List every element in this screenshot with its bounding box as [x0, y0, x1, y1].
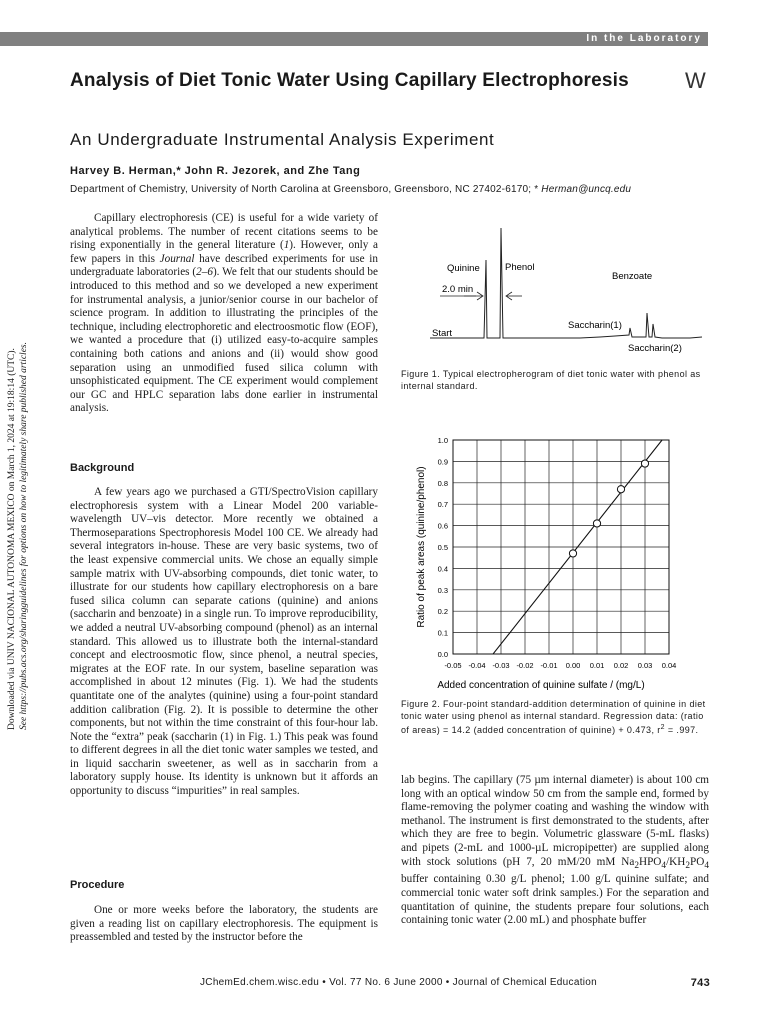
procedure-paragraph: [70, 904, 378, 945]
download-notice: [6, 0, 46, 730]
download-notice-line2: [18, 0, 30, 730]
section-label: In the Laboratory: [586, 33, 702, 44]
x-tick-label: -0.01: [540, 661, 558, 670]
ref-1: 1: [283, 239, 290, 252]
background-text: A few years ago we purchased a GTI/SpectroVision capillary electrophoresis system with a Linear Model 200 variable-wavelength UV–vis detector. More recently we obtained a Thermoseparations Spectrophoresis Model 100 CE. We already had several integrators in-house. These are very basic systems, two of the least expensive commercial units. We chose an equally simple sample matrix with UV-absorbing compounds, diet tonic water, to illustrate for our students how capillary electrophoresis on a bare fused silica column can separate cations (quinine) and anions (saccharin and benzoate) in a single run. To improve reproducibility, we added a neutral UV-absorbing compound (phenol) as an internal standard. This allowed us to illustrate both the internal-standard concept and electroosmotic flow, since phenol, a neutral species, migrates at the EOF rate. In our system, baseline separation was accomplished in about 12 minutes (Fig. 1). We had the students quantitate one of the analytes (quinine) using a four-point standard addition calibration (Fig. 2). It is possible to determine the other components, but not within the time constraint of this four-hour lab. Note the “extra” peak (saccharin (1) in Fig. 1.) This peak was found to different degrees in all the diet tonic water samples we tested, and in liquid saccharin sweetener, as well as in saccharin from a laboratory supply house. Its identity is unknown but it affords an opportunity to discuss “impurities” in real samples.: [70, 486, 378, 798]
web-material-mark: W: [685, 68, 706, 93]
x-tick-label: -0.04: [468, 661, 486, 670]
saccharin2-label: Saccharin(2): [628, 343, 682, 354]
electropherogram-trace: [430, 228, 702, 338]
author-list: Harvey B. Herman,* John R. Jezorek, and Zhe Tang: [70, 165, 361, 177]
x-tick-label: -0.03: [492, 661, 510, 670]
sub-3: 2: [685, 860, 691, 871]
intro-text-1: Capillary electrophoresis (CE) is useful for a wide variety of analytical problems. The number of recent citations seems to be rising exponentially in the general literature (: [70, 212, 378, 252]
y-tick-label: 0.8: [437, 478, 448, 488]
quinine-label: Quinine: [447, 263, 480, 274]
y-axis-label: Ratio of peak areas (quinine/phenol): [416, 466, 427, 628]
proc-cont-4: PO: [690, 855, 705, 868]
start-label: Start: [432, 328, 453, 339]
figure1-caption: Figure 1. Typical electropherogram of diet tonic water with phenol as internal standard.: [401, 369, 701, 391]
y-tick-label: 0.3: [437, 585, 448, 595]
x-tick-label: 0.00: [565, 661, 581, 670]
x-tick-label: 0.02: [613, 661, 629, 670]
affiliation-text: Department of Chemistry, University of North Carolina at Greensboro, Greensboro, NC 27402-6170; *: [70, 184, 542, 195]
y-tick-label: 1.0: [437, 436, 448, 445]
figure2-caption-text: Figure 2. Four-point standard-addition determination of quinine in diet tonic water using phenol as internal standard. Regression data: (ratio of areas) = 14.2 (added concentration of quinine) + 0.473, r: [401, 699, 706, 735]
chart-tick-labels: [438, 436, 677, 670]
section-band: [0, 32, 708, 46]
y-tick-label: 0.2: [437, 607, 448, 617]
footer-citation: JChemEd.chem.wisc.edu • Vol. 77 No. 6 June 2000 • Journal of Chemical Education: [200, 977, 598, 988]
sub-4: 4: [704, 860, 709, 871]
article-title: Analysis of Diet Tonic Water Using Capillary Electrophoresis: [70, 70, 629, 91]
download-notice-line1: Downloaded via UNIV NACIONAL AUTONOMA MEXICO on March 1, 2024 at 19:18:14 (UTC).: [7, 348, 17, 730]
procedure-heading: Procedure: [70, 879, 125, 891]
x-tick-label: -0.05: [444, 661, 462, 670]
saccharin1-label: Saccharin(1): [568, 320, 622, 331]
sharing-guidelines-link[interactable]: See https://pubs.acs.org/sharingguidelines for options on how to legitimately share published articles.: [19, 342, 29, 730]
journal-word: Journal: [159, 252, 195, 265]
proc-cont-2: HPO: [639, 855, 662, 868]
intro-text-2: ). However, only a few papers in this: [70, 239, 378, 265]
background-heading: Background: [70, 462, 135, 474]
data-point: [593, 520, 600, 527]
data-point: [617, 486, 624, 493]
procedure-text: One or more weeks before the laboratory, the students are given a reading list on capillary electrophoresis. The equipment is preassembled and tested by the instructor before the: [70, 904, 378, 944]
page-number: 743: [690, 977, 710, 989]
proc-cont-1: lab begins. The capillary (75 µm internal diameter) is about 100 cm long with an optical window 50 cm from the sample end, formed by flame-removing the polymer coating and washing the window with methanol. The instrument is first demonstrated to the students, after which they are free to begin. Volumetric glassware (5-mL flasks) and pipets (2-mL and 1000-µL micropipetter) are supplied along with stock solutions (pH 7, 20 mM/20 mM Na: [401, 774, 709, 868]
y-tick-label: 0.4: [437, 564, 448, 574]
page-footer: [200, 977, 710, 988]
affiliation: [70, 184, 710, 195]
y-tick-label: 0.5: [437, 543, 448, 552]
x-tick-label: -0.02: [516, 661, 534, 670]
standard-addition-chart: [400, 430, 712, 694]
x-tick-label: 0.04: [661, 661, 677, 670]
proc-cont-5: buffer containing 0.30 g/L phenol; 1.00 g/L quinine sulfate; and commercial tonic water soft drink samples.) For the separation and quantitation of quinine, the students prepare four solutions, each containing tonic water (2.00 mL) and phosphate buffer: [401, 873, 709, 927]
figure2-caption-sup: 2: [660, 724, 665, 731]
data-point: [569, 550, 576, 557]
x-tick-label: 0.03: [637, 661, 653, 670]
background-paragraph: [70, 486, 378, 799]
figure2-caption: [401, 698, 713, 736]
data-point: [641, 460, 648, 467]
sub-2: 4: [661, 860, 667, 871]
time-scale-label: 2.0 min: [442, 284, 474, 295]
article-subtitle: An Undergraduate Instrumental Analysis Experiment: [70, 130, 495, 149]
y-tick-label: 0.6: [437, 521, 448, 531]
x-axis-label: Added concentration of quinine sulfate / (mg/L): [437, 680, 645, 691]
electropherogram-figure: [400, 220, 712, 360]
intro-text-4: ). We felt that our students should be introduced to this method and so we developed a new experiment for instrumental analysis, a junior/senior course in our bachelor of science program. In addition to illustrating the principles of the technique, including electrophoretic and electroosmotic flow (EOF), we wanted a procedure that (i) utilized easy-to-acquire samples containing both cations and anions and (ii) would show good separation using an unmodified fused silica column with unsophisticated equipment. The CE experiment would complement our GC and HPLC separation labs done earlier in instrumental analysis.: [70, 266, 378, 415]
intro-paragraph: [70, 212, 378, 416]
phenol-label: Phenol: [505, 262, 535, 273]
y-tick-label: 0.1: [437, 628, 448, 638]
x-tick-label: 0.01: [589, 661, 605, 670]
benzoate-label: Benzoate: [612, 271, 653, 282]
proc-cont-3: /KH: [666, 855, 686, 868]
y-tick-label: 0.9: [437, 457, 448, 467]
sub-1: 2: [634, 860, 639, 871]
email-link[interactable]: Herman@uncq.edu: [541, 184, 632, 195]
y-tick-label: 0.0: [437, 650, 448, 659]
procedure-continued: [401, 774, 709, 928]
y-tick-label: 0.7: [437, 500, 448, 510]
figure2-caption-end: = .997.: [664, 725, 699, 735]
ref-2-6: 2–6: [196, 266, 213, 279]
intro-text-3: have described experiments for use in undergraduate laboratories (: [70, 252, 378, 279]
